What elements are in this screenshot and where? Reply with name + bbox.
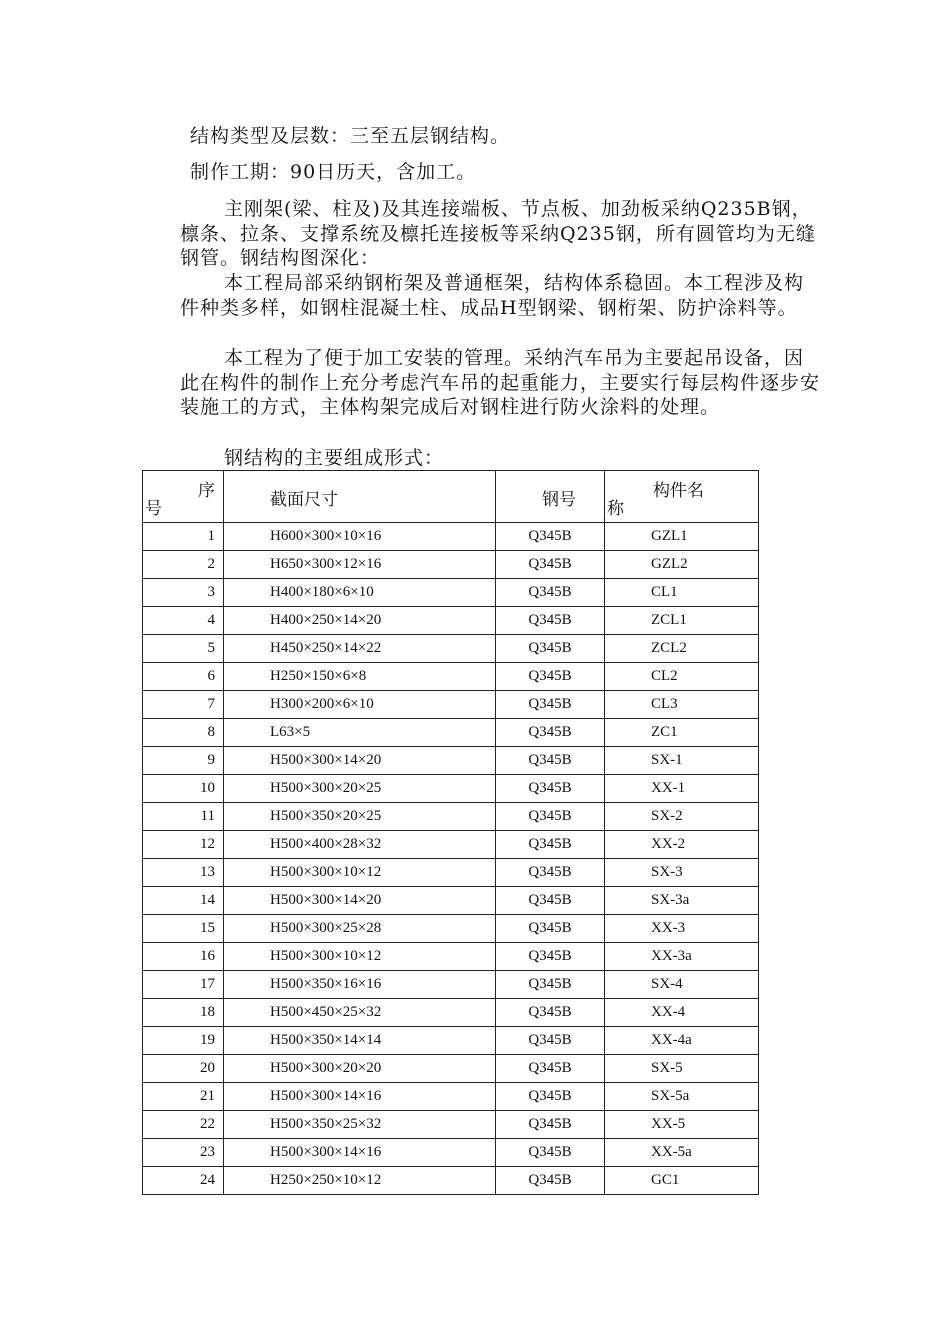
name-cell: SX-3: [605, 859, 759, 887]
name-cell: XX-1: [605, 775, 759, 803]
header-seq-bottom: 号: [145, 499, 162, 518]
table-row: [143, 579, 759, 607]
header-grade-cell: [496, 471, 605, 523]
header-name-cell: [605, 471, 759, 523]
section-cell: H500×400×28×32: [224, 831, 496, 859]
seq-cell: 18: [143, 999, 224, 1027]
name-cell: XX-3: [605, 915, 759, 943]
section-cell: H500×300×14×16: [224, 1083, 496, 1111]
name-cell: GZL2: [605, 551, 759, 579]
name-cell: SX-2: [605, 803, 759, 831]
seq-cell: 20: [143, 1055, 224, 1083]
seq-cell: 17: [143, 971, 224, 999]
section-cell: H400×250×14×20: [224, 607, 496, 635]
name-cell: XX-4a: [605, 1027, 759, 1055]
grade-cell: Q345B: [496, 971, 605, 999]
table-row: [143, 775, 759, 803]
seq-cell: 12: [143, 831, 224, 859]
table-row: [143, 663, 759, 691]
grade-cell: Q345B: [496, 1139, 605, 1167]
grade-cell: Q345B: [496, 1167, 605, 1195]
seq-cell: 24: [143, 1167, 224, 1195]
seq-cell: 21: [143, 1083, 224, 1111]
name-cell: GZL1: [605, 523, 759, 551]
section-cell: H500×450×25×32: [224, 999, 496, 1027]
system-paragraph: [180, 271, 820, 320]
grade-cell: Q345B: [496, 719, 605, 747]
section-cell: H500×350×25×32: [224, 1111, 496, 1139]
grade-cell: Q345B: [496, 523, 605, 551]
section-cell: L63×5: [224, 719, 496, 747]
name-cell: SX-1: [605, 747, 759, 775]
name-cell: ZC1: [605, 719, 759, 747]
table-row: [143, 691, 759, 719]
steel-members-table: [142, 470, 759, 1195]
seq-cell: 4: [143, 607, 224, 635]
grade-cell: Q345B: [496, 887, 605, 915]
table-row: [143, 1139, 759, 1167]
name-cell: ZCL2: [605, 635, 759, 663]
section-cell: H250×150×6×8: [224, 663, 496, 691]
header-name-bottom: 称: [607, 499, 624, 518]
grade-cell: Q345B: [496, 579, 605, 607]
section-cell: H500×300×14×20: [224, 887, 496, 915]
table-caption: 钢结构的主要组成形式：: [224, 447, 445, 469]
table-row: [143, 971, 759, 999]
table-row: [143, 1167, 759, 1195]
seq-cell: 15: [143, 915, 224, 943]
section-cell: H400×180×6×10: [224, 579, 496, 607]
name-cell: ZCL1: [605, 607, 759, 635]
table-row: [143, 551, 759, 579]
header-seq-top: 序: [198, 481, 215, 500]
name-cell: XX-3a: [605, 943, 759, 971]
seq-cell: 19: [143, 1027, 224, 1055]
section-cell: H600×300×10×16: [224, 523, 496, 551]
grade-cell: Q345B: [496, 691, 605, 719]
table-row: [143, 1083, 759, 1111]
table-row: [143, 943, 759, 971]
grade-cell: Q345B: [496, 1111, 605, 1139]
table-row: [143, 1111, 759, 1139]
seq-cell: 8: [143, 719, 224, 747]
seq-cell: 11: [143, 803, 224, 831]
section-cell: H500×350×20×25: [224, 803, 496, 831]
name-cell: CL3: [605, 691, 759, 719]
grade-cell: Q345B: [496, 831, 605, 859]
seq-cell: 10: [143, 775, 224, 803]
seq-cell: 1: [143, 523, 224, 551]
installation-paragraph: [180, 346, 820, 420]
seq-cell: 22: [143, 1111, 224, 1139]
table-row: [143, 915, 759, 943]
table-row: [143, 803, 759, 831]
section-cell: H500×300×14×16: [224, 1139, 496, 1167]
section-cell: H250×250×10×12: [224, 1167, 496, 1195]
structure-type-line: 结构类型及层数：三至五层钢结构。: [190, 125, 511, 147]
table-row: [143, 1027, 759, 1055]
section-cell: H500×300×10×12: [224, 943, 496, 971]
grade-cell: Q345B: [496, 607, 605, 635]
seq-cell: 3: [143, 579, 224, 607]
grade-cell: Q345B: [496, 859, 605, 887]
name-cell: CL1: [605, 579, 759, 607]
header-grade: 钢号: [542, 490, 576, 509]
seq-cell: 9: [143, 747, 224, 775]
section-cell: H500×350×14×14: [224, 1027, 496, 1055]
name-cell: XX-4: [605, 999, 759, 1027]
material-paragraph: [180, 197, 823, 271]
section-cell: H450×250×14×22: [224, 635, 496, 663]
table-row: [143, 607, 759, 635]
section-cell: H500×350×16×16: [224, 971, 496, 999]
seq-cell: 14: [143, 887, 224, 915]
seq-cell: 7: [143, 691, 224, 719]
seq-cell: 13: [143, 859, 224, 887]
name-cell: XX-2: [605, 831, 759, 859]
seq-cell: 23: [143, 1139, 224, 1167]
section-cell: H500×300×20×20: [224, 1055, 496, 1083]
name-cell: SX-5a: [605, 1083, 759, 1111]
section-cell: H650×300×12×16: [224, 551, 496, 579]
grade-cell: Q345B: [496, 775, 605, 803]
name-cell: GC1: [605, 1167, 759, 1195]
section-cell: H500×300×20×25: [224, 775, 496, 803]
table-row: [143, 719, 759, 747]
table-body: [143, 471, 759, 1195]
header-name-top: 构件名: [653, 481, 704, 500]
name-cell: SX-5: [605, 1055, 759, 1083]
system-paragraph-text: 本工程局部采纳钢桁架及普通框架，结构体系稳固。本工程涉及构件种类多样，如钢柱混凝土柱、成品H型钢梁、钢桁架、防护涂料等。: [180, 272, 805, 319]
grade-cell: Q345B: [496, 635, 605, 663]
grade-cell: Q345B: [496, 803, 605, 831]
name-cell: XX-5a: [605, 1139, 759, 1167]
section-cell: H300×200×6×10: [224, 691, 496, 719]
seq-cell: 5: [143, 635, 224, 663]
grade-cell: Q345B: [496, 747, 605, 775]
table-row: [143, 635, 759, 663]
name-cell: SX-4: [605, 971, 759, 999]
production-period-line: 制作工期：90日历天，含加工。: [190, 161, 477, 183]
grade-cell: Q345B: [496, 943, 605, 971]
grade-cell: Q345B: [496, 551, 605, 579]
grade-cell: Q345B: [496, 1055, 605, 1083]
table-row: [143, 831, 759, 859]
name-cell: SX-3a: [605, 887, 759, 915]
installation-paragraph-text: 本工程为了便于加工安装的管理。采纳汽车吊为主要起吊设备，因此在构件的制作上充分考虑汽车吊的起重能力，主要实行每层构件逐步安装施工的方式，主体构架完成后对钢柱进行防火涂料的处理。: [180, 347, 821, 418]
grade-cell: Q345B: [496, 663, 605, 691]
section-cell: H500×300×10×12: [224, 859, 496, 887]
name-cell: XX-5: [605, 1111, 759, 1139]
name-cell: CL2: [605, 663, 759, 691]
header-section-cell: [224, 471, 496, 523]
grade-cell: Q345B: [496, 999, 605, 1027]
seq-cell: 2: [143, 551, 224, 579]
material-paragraph-text: 主刚架(梁、柱及)及其连接端板、节点板、加劲板采纳Q235B钢， 檩条、拉条、支撑系统及檩托连接板等采纳Q235钢，所有圆管均为无缝钢管。钢结构图深化：: [180, 198, 823, 269]
table-header-row: [143, 471, 759, 523]
seq-cell: 6: [143, 663, 224, 691]
table-row: [143, 1055, 759, 1083]
grade-cell: Q345B: [496, 1027, 605, 1055]
grade-cell: Q345B: [496, 1083, 605, 1111]
section-cell: H500×300×25×28: [224, 915, 496, 943]
table-row: [143, 747, 759, 775]
table-row: [143, 859, 759, 887]
header-seq-cell: [143, 471, 224, 523]
table-row: [143, 887, 759, 915]
seq-cell: 16: [143, 943, 224, 971]
section-cell: H500×300×14×20: [224, 747, 496, 775]
header-section: 截面尺寸: [270, 490, 338, 509]
grade-cell: Q345B: [496, 915, 605, 943]
table-row: [143, 999, 759, 1027]
table-row: [143, 523, 759, 551]
